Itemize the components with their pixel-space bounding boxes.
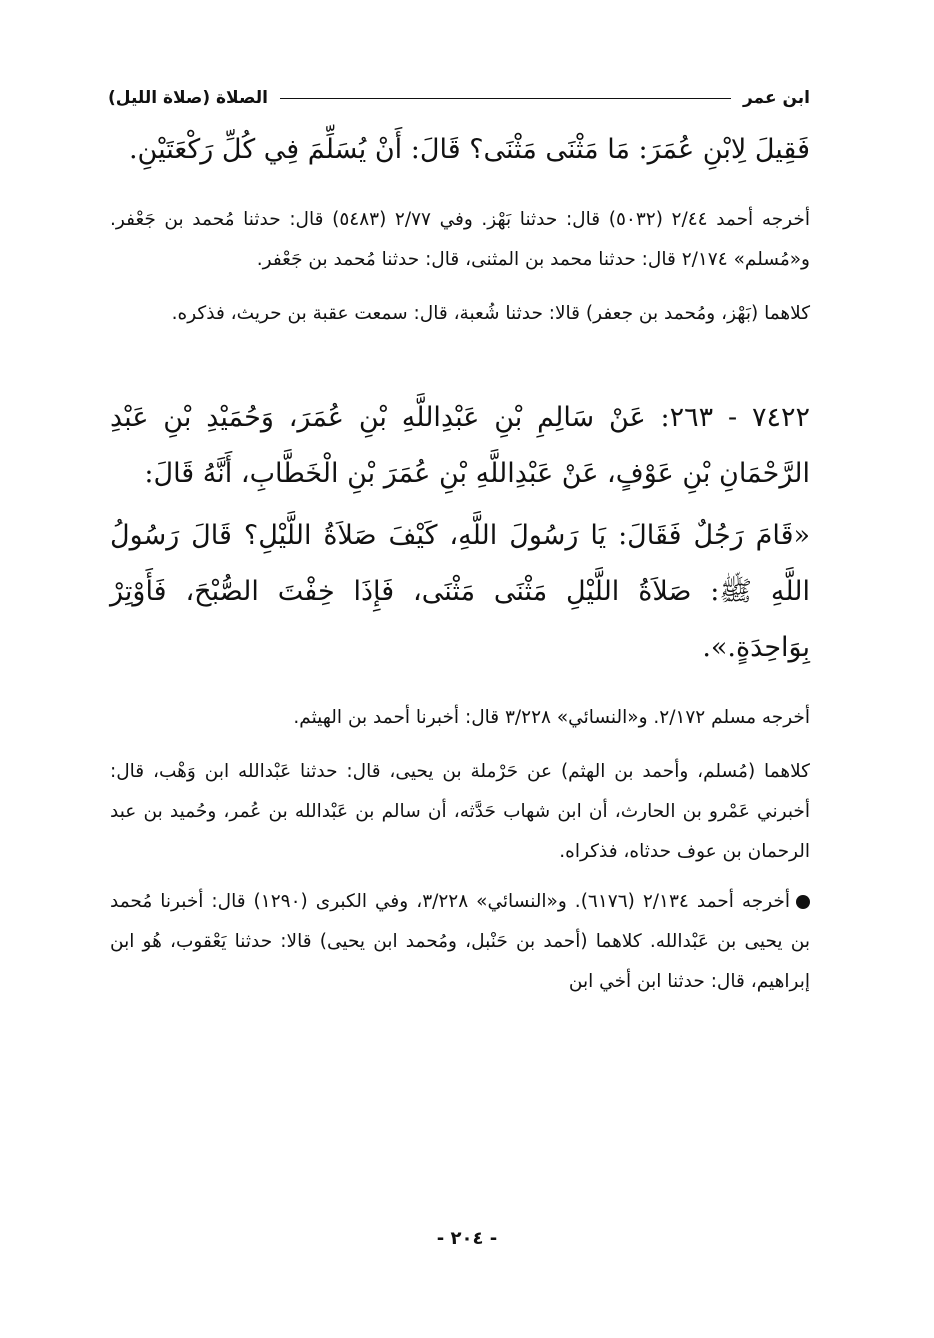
chapter-title: الصلاة (صلاة الليل) [108, 88, 268, 108]
takhrij-note: أخرجه مسلم ٢/١٧٢. و«النسائي» ٣/٢٢٨ قال: أخبرنا أحمد بن الهيثم. [293, 707, 810, 728]
page-content [110, 122, 810, 1002]
hadith-isnad: ٧٤٢٢ - ٢٦٣: عَنْ سَالِمِ بْنِ عَبْدِاللَّهِ بْنِ عُمَرَ، وَحُمَيْدِ بْنِ عَبْدِ الرَّحْمَانِ بْنِ عَوْفٍ، عَنْ عَبْدِاللَّهِ بْنِ عُمَرَ بْنِ الْخَطَّابِ، أَنَّهُ قَالَ: [110, 402, 810, 489]
hadith-text: فَقِيلَ لِابْنِ عُمَرَ: مَا مَثْنَى مَثْنَى؟ قَالَ: أَنْ يُسَلِّمَ فِي كُلِّ رَكْعَتَيْنِ. [128, 134, 810, 165]
hadith-matn: «قَامَ رَجُلٌ فَقَالَ: يَا رَسُولَ اللَّهِ، كَيْفَ صَلاَةُ اللَّيْلِ؟ قَالَ رَسُولُ اللَّهِ ﷺ: صَلاَةُ اللَّيْلِ مَثْنَى مَثْنَى، فَإِذَا خِفْتَ الصُّبْحَ، فَأَوْتِرْ بِوَاحِدَةٍ.». [110, 520, 810, 663]
narrator-name: ابن عمر [742, 88, 810, 108]
running-header [108, 84, 810, 112]
takhrij-note: كلاهما (بَهْز، ومُحمد بن جعفر) قالا: حدثنا شُعبة، قال: سمعت عقبة بن حريث، فذكره. [171, 303, 810, 324]
takhrij-note: كلاهما (مُسلم، وأحمد بن الهثم) عن حَرْملة بن يحيى، قال: حدثنا عَبْدالله ابن وَهْب، قال: أخبرني عَمْرو بن الحارث، أن ابن شهاب حَدَّثه، أن سالم بن عَبْدالله بن عُمر، وحُميد بن عبد الرحمان بن عوف حدثاه، فذكراه. [110, 761, 810, 862]
takhrij-note-bulleted [110, 882, 810, 1002]
bullet-icon [796, 895, 810, 909]
page-number: - ٢٠٤ - [436, 1228, 498, 1249]
header-rule [280, 98, 731, 99]
takhrij-note-text: أخرجه أحمد ٢/١٣٤ (٦١٧٦). و«النسائي» ٣/٢٢٨، وفي الكبرى (١٢٩٠) قال: أخبرنا مُحمد بن يحيى بن عَبْدالله. كلاهما (أحمد بن حَنْبل، ومُحمد ابن يحيى) قالا: حدثنا يَعْقوب، هُو ابن إبراهيم، قال: حدثنا ابن أخي ابن [110, 891, 810, 992]
takhrij-note: أخرجه أحمد ٢/٤٤ (٥٠٣٢) قال: حدثنا بَهْز. وفي ٢/٧٧ (٥٤٨٣) قال: حدثنا مُحمد بن جَعْفر. و«مُسلم» ٢/١٧٤ قال: حدثنا محمد بن المثنى، قال: حدثنا مُحمد بن جَعْفر. [110, 209, 810, 270]
